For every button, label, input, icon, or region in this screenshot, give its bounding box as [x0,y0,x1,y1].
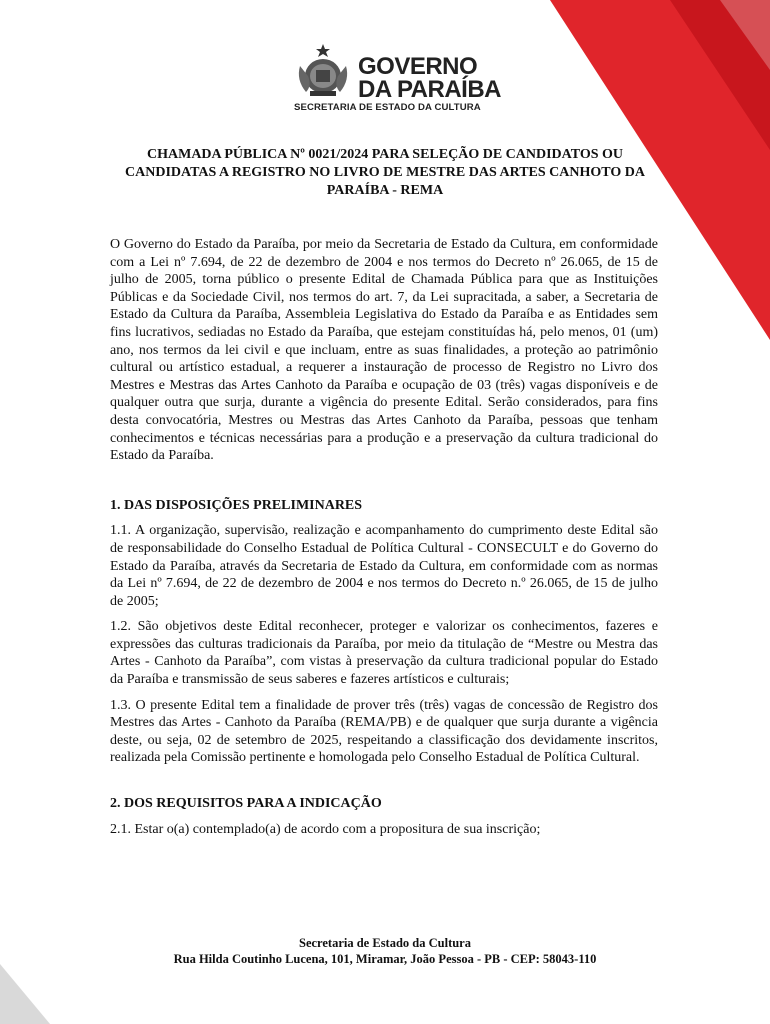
footer-organization: Secretaria de Estado da Cultura [299,936,471,950]
paragraph-1-3: 1.3. O presente Edital tem a finalidade de prover três (três) vagas de concessão de Registro dos Mestres das Artes - Canhoto da Paraíba (REMA/PB) e de qualquer que surja durante a vigência deste, ou seja, 02 de setembro de 2025, respeitando a classificação dos devidamente inscritos, realizada pela Comissão pertinente e homologada pelo Conselho Estadual de Política Cultural. [110,697,658,766]
document-title: CHAMADA PÚBLICA Nº 0021/2024 PARA SELEÇÃO DE CANDIDATOS OU CANDIDATAS A REGISTRO NO LIVRO DE MESTRE DAS ARTES CANHOTO DA PARAÍBA - REMA [125,147,645,198]
logo-subtitle: SECRETARIA DE ESTADO DA CULTURA [294,102,481,113]
paragraph-1-1: 1.1. A organização, supervisão, realização e acompanhamento do cumprimento deste Edital são de responsabilidade do Conselho Estadual de Política Cultural - CONSECULT e do Governo do Estado da Paraíba, através da Secretaria de Estado da Cultura, em conformidade com as normas da Lei nº 7.694, de 22 de dezembro de 2004 e nos termos do Decreto n.º 26.065, de 15 de julho de 2005; [110,523,658,609]
logo-line-governo: GOVERNO [358,53,478,80]
intro-paragraph: O Governo do Estado da Paraíba, por meio da Secretaria de Estado da Cultura, em conformidade com a Lei nº 7.694, de 22 de dezembro de 2004 e nos termos do Decreto nº 26.065, de 15 de julho de 2005, torna público o presente Edital de Chamada Pública para que as Instituições Públicas e da Sociedade Civil, nos termos do art. 7, da Lei supracitada, a saber, a Secretaria de Estado da Cultura da Paraíba, Assembleia Legislativa do Estado da Paraíba e as Entidades sem fins lucrativos, sediadas no Estado da Paraíba, que estejam constituídas há, pelo menos, 01 (um) ano, nos termos da lei civil e que incluam, entre as suas finalidades, a proteção ao patrimônio cultural ou artístico estadual, a requerer a instauração de processo de Registro no Livro dos Mestres e Mestras das Artes Canhoto da Paraíba e ocupação de 03 (três) vagas disponíveis e de qualquer outra que surja, durante a vigência do presente Edital. Serão considerados, para fins desta convocatória, Mestres ou Mestras das Artes Canhoto da Paraíba, pessoas que tenham conhecimentos e técnicas necessárias para a produção e a preservação da cultura tradicional do Estado da Paraíba. [110,237,658,464]
page-footer [0,935,770,967]
grey-corner-decoration [0,964,50,1024]
section-heading-1: 1. DAS DISPOSIÇÕES PRELIMINARES [110,497,363,513]
document-body [110,236,658,846]
state-seal-icon [292,42,354,98]
paragraph-2-1: 2.1. Estar o(a) contemplado(a) de acordo com a propositura de sua inscrição; [110,821,541,837]
footer-address: Rua Hilda Coutinho Lucena, 101, Miramar, João Pessoa - PB - CEP: 58043-110 [173,952,597,966]
logo-line-paraiba: DA PARAÍBA [358,76,501,103]
section-heading-2: 2. DOS REQUISITOS PARA A INDICAÇÃO [110,796,382,812]
government-logo [292,42,502,114]
paragraph-1-2: 1.2. São objetivos deste Edital reconhecer, proteger e valorizar os conhecimentos, fazeres e expressões das culturas tradicionais da Paraíba, por meio da titulação de “Mestre ou Mestra das Artes - Canhoto da Paraíba”, com vistas à preservação da cultura tradicional popular do Estado da Paraíba e transmissão de seus saberes e fazeres artísticos e culturais; [110,619,658,688]
